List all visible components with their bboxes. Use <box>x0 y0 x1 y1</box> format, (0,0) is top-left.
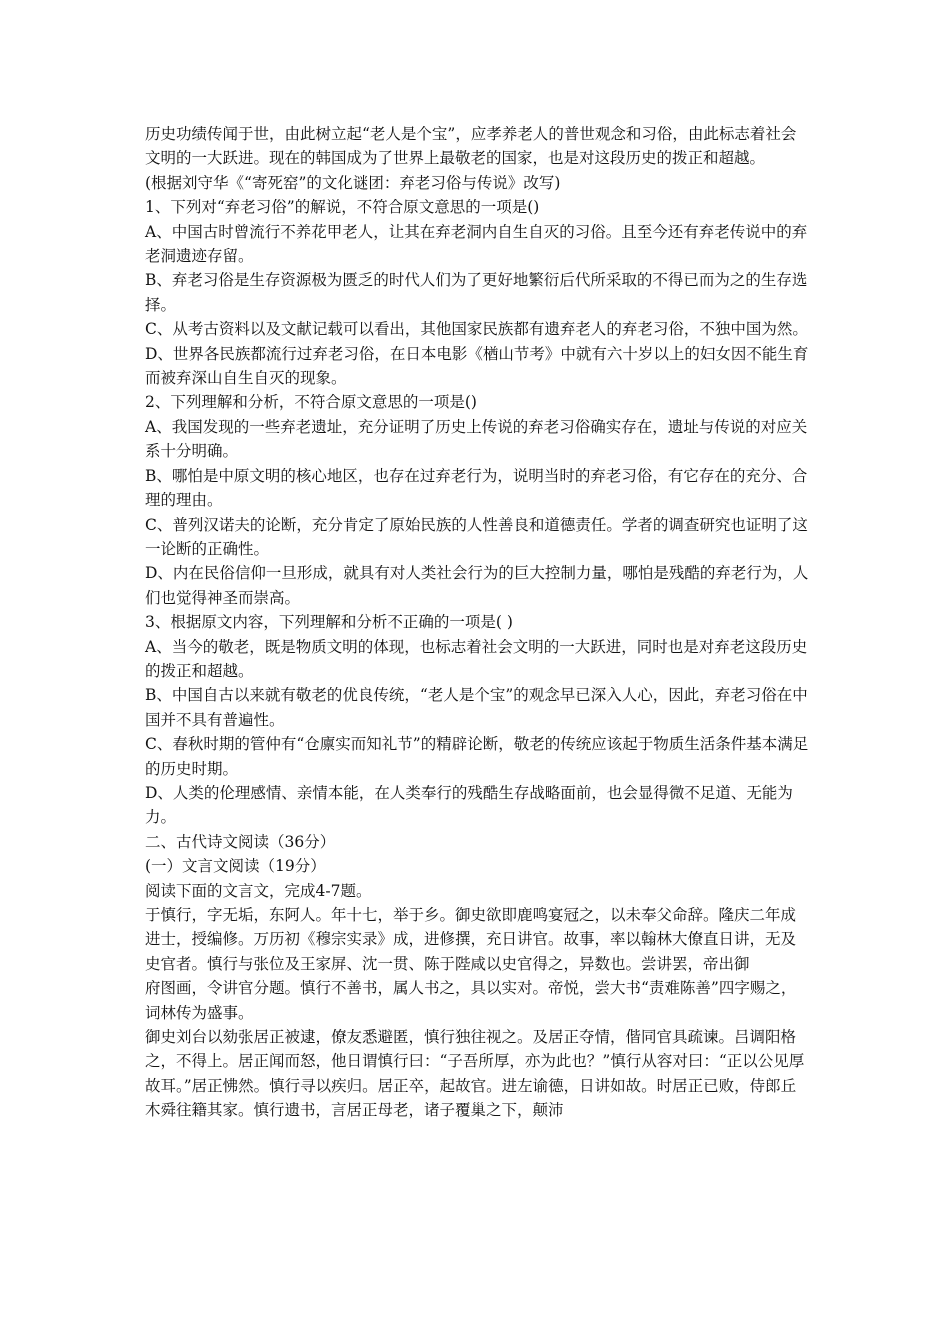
classical-text-paragraph: 御史刘台以劾张居正被逮，僚友悉避匿，慎行独往视之。及居正夺情，偕同官具疏谏。吕调阳格之，不得上。居正闻而怒，他日谓慎行曰：“子吾所厚，亦为此也？”慎行从容对曰：“正以公见厚故耳。”居正怫然。慎行寻以疾归。居正卒，起故官。进左谕德，日讲如故。时居正已败，侍郎丘木舜往籍其家。慎行遗书，言居正母老，诸子覆巢之下，颠沛 <box>145 1028 805 1120</box>
question-2: 2、下列理解和分析，不符合原文意思的一项是() <box>145 393 477 412</box>
subsection-heading: (一）文言文阅读（19分） <box>145 857 326 876</box>
question-2-option-a: A、我国发现的一些弃老遗址，充分证明了历史上传说的弃老习俗确实存在，遗址与传说的对应关系十分明确。 <box>145 417 808 461</box>
document-page <box>145 122 810 1123</box>
question-1-option-a: A、中国古时曾流行不养花甲老人，让其在弃老洞内自生自灭的习俗。且至今还有弃老传说中的弃老洞遗迹存留。 <box>145 222 808 266</box>
question-2-option-c: C、普列汉诺夫的论断，充分肯定了原始民族的人性善良和道德责任。学者的调查研究也证明了这一论断的正确性。 <box>145 515 808 558</box>
paragraph: 历史功绩传闻于世，由此树立起“老人是个宝”，应孝养老人的普世观念和习俗，由此标志着社会文明的一大跃进。现在的韩国成为了世界上最敬老的国家，也是对这段历史的拨正和超越。 <box>145 125 797 168</box>
question-1-option-b: B、弃老习俗是生存资源极为匮乏的时代人们为了更好地繁衍后代所采取的不得已而为之的生存选择。 <box>145 271 808 314</box>
question-3: 3、根据原文内容，下列理解和分析不正确的一项是( ) <box>145 613 513 632</box>
question-2-option-b: B、哪怕是中原文明的核心地区，也存在过弃老行为，说明当时的弃老习俗，有它存在的充分、合理的理由。 <box>145 466 808 510</box>
question-3-option-a: A、当今的敬老，既是物质文明的体现，也标志着社会文明的一大跃进，同时也是对弃老这段历史的拨正和超越。 <box>145 637 808 680</box>
question-3-option-d: D、人类的伦理感情、亲情本能，在人类奉行的残酷生存战略面前，也会显得微不足道、无能为力。 <box>145 783 793 827</box>
question-1: 1、下列对“弃老习俗”的解说，不符合原文意思的一项是() <box>145 198 540 217</box>
section-heading: 二、古代诗文阅读（36分） <box>145 832 336 851</box>
question-1-option-d: D、世界各民族都流行过弃老习俗，在日本电影《楢山节考》中就有六十岁以上的妇女因不能生育而被弃深山自生自灭的现象。 <box>145 344 809 388</box>
classical-text-paragraph: 于慎行，字无垢，东阿人。年十七，举于乡。御史欲即鹿鸣宴冠之，以未奉父命辞。隆庆二年成进士，授编修。万历初《穆宗实录》成，进修撰，充日讲官。故事，率以翰林大僚直日讲，无及史官者。慎行与张位及王家屏、沈一贯、陈于陛咸以史官得之，异数也。尝讲罢，帝出御 <box>145 906 797 973</box>
question-3-option-c: C、春秋时期的管仲有“仓廪实而知礼节”的精辟论断，敬老的传统应该起于物质生活条件基本满足的历史时期。 <box>145 735 809 778</box>
instruction: 阅读下面的文言文，完成4-7题。 <box>145 881 372 900</box>
question-3-option-b: B、中国自古以来就有敬老的优良传统，“老人是个宝”的观念早已深入人心，因此，弃老习俗在中国并不具有普遍性。 <box>145 686 808 729</box>
question-2-option-d: D、内在民俗信仰一旦形成，就具有对人类社会行为的巨大控制力量，哪怕是残酷的弃老行为，人们也觉得神圣而崇高。 <box>145 564 809 607</box>
source-note: (根据刘守华《“寄死窑”的文化谜团：弃老习俗与传说》改写) <box>145 173 561 192</box>
classical-text-paragraph: 府图画，令讲官分题。慎行不善书，属人书之，具以实对。帝悦，尝大书“责难陈善”四字赐之，词林传为盛事。 <box>145 979 797 1022</box>
question-1-option-c: C、从考古资料以及文献记载可以看出，其他国家民族都有遗弃老人的弃老习俗，不独中国为然。 <box>145 320 808 339</box>
